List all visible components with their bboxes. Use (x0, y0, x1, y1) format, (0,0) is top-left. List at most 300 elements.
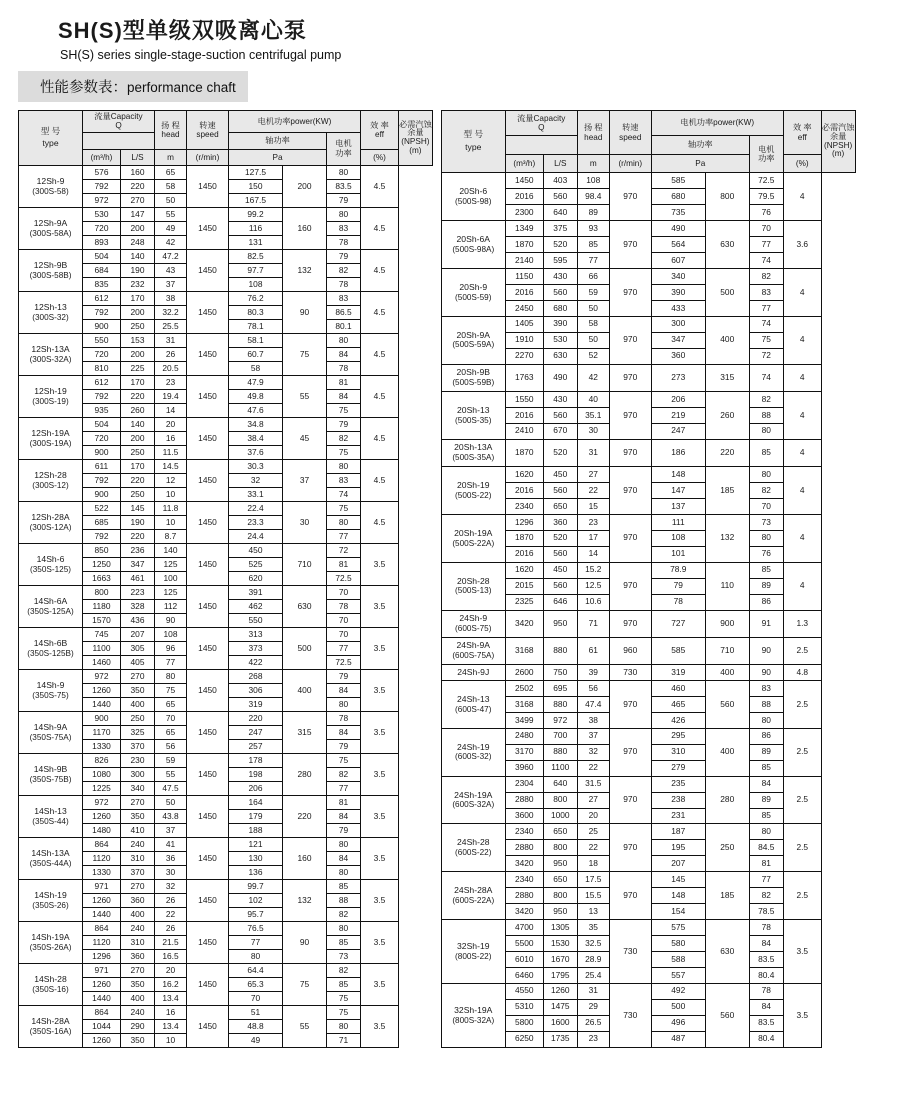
cell-head: 37 (155, 823, 187, 837)
row-type: 20Sh-19 (500S-22) (441, 467, 505, 515)
cell-efficiency: 75 (749, 332, 783, 348)
cell-efficiency: 79 (327, 249, 361, 263)
cell-efficiency: 77 (327, 781, 361, 795)
cell-head: 80 (155, 669, 187, 683)
cell-shaft-power: 147 (651, 483, 705, 499)
cell-npsh: 3.5 (361, 585, 399, 627)
cell-head: 25.5 (155, 319, 187, 333)
cell-npsh: 3.5 (361, 543, 399, 585)
cell-npsh: 4 (783, 562, 821, 610)
cell-speed: 1450 (187, 165, 229, 207)
cell-npsh: 3.5 (361, 711, 399, 753)
cell-speed: 1450 (187, 963, 229, 1005)
cell-capacity-ls: 170 (121, 459, 155, 473)
cell-capacity-ls: 220 (121, 179, 155, 193)
cell-head: 22 (155, 907, 187, 921)
cell-shaft-power: 145 (651, 872, 705, 888)
cell-capacity-ls: 232 (121, 277, 155, 291)
cell-head: 20 (155, 963, 187, 977)
cell-motor-power: 75 (283, 963, 327, 1005)
cell-efficiency: 85 (327, 977, 361, 991)
cell-efficiency: 80 (327, 207, 361, 221)
cell-speed: 1450 (187, 1005, 229, 1047)
cell-shaft-power: 48.8 (229, 1019, 283, 1033)
cell-efficiency: 77 (749, 872, 783, 888)
cell-capacity-ls: 650 (543, 498, 577, 514)
cell-capacity-m3h: 792 (83, 529, 121, 543)
table-row (441, 316, 855, 332)
cell-capacity-ls: 147 (121, 207, 155, 221)
cell-capacity-ls: 290 (121, 1019, 155, 1033)
table-row (441, 920, 855, 936)
table-row (441, 269, 855, 285)
table-row (441, 439, 855, 466)
cell-efficiency: 78 (327, 599, 361, 613)
cell-shaft-power: 433 (651, 300, 705, 316)
row-type: 32Sh-19 (800S-22) (441, 920, 505, 984)
row-type: 24Sh-13 (600S-47) (441, 681, 505, 729)
cell-head: 8.7 (155, 529, 187, 543)
cell-npsh: 2.5 (783, 728, 821, 776)
cell-shaft-power: 111 (651, 514, 705, 530)
cell-capacity-ls: 400 (121, 991, 155, 1005)
cell-efficiency: 85 (749, 439, 783, 466)
cell-head: 19.4 (155, 389, 187, 403)
cell-head: 112 (155, 599, 187, 613)
cell-shaft-power: 137 (651, 498, 705, 514)
cell-head: 37 (577, 728, 609, 744)
cell-shaft-power: 58.1 (229, 333, 283, 347)
cell-shaft-power: 231 (651, 808, 705, 824)
cell-npsh: 3.5 (361, 627, 399, 669)
cell-efficiency: 80 (327, 837, 361, 851)
cell-efficiency: 74 (327, 487, 361, 501)
cell-efficiency: 89 (749, 578, 783, 594)
cell-shaft-power: 313 (229, 627, 283, 641)
cell-efficiency: 88 (749, 696, 783, 712)
cell-efficiency: 85 (749, 562, 783, 578)
cell-capacity-m3h: 1260 (83, 683, 121, 697)
cell-capacity-m3h: 1260 (83, 893, 121, 907)
col-header-shaft-power: 轴功率 (651, 135, 749, 154)
cell-capacity-m3h: 1550 (505, 391, 543, 407)
cell-shaft-power: 198 (229, 767, 283, 781)
cell-head: 15.2 (577, 562, 609, 578)
cell-efficiency: 79 (327, 669, 361, 683)
cell-npsh: 3.5 (361, 879, 399, 921)
cell-efficiency: 78 (749, 920, 783, 936)
cell-shaft-power: 97.7 (229, 263, 283, 277)
cell-efficiency: 79 (327, 193, 361, 207)
cell-head: 75 (155, 683, 187, 697)
row-type: 12Sh-28 (300S-12) (19, 459, 83, 501)
cell-capacity-m3h: 800 (83, 585, 121, 599)
cell-motor-power: 900 (705, 610, 749, 637)
cell-npsh: 4.5 (361, 207, 399, 249)
cell-head: 77 (577, 253, 609, 269)
cell-capacity-m3h: 522 (83, 501, 121, 515)
cell-capacity-m3h: 2304 (505, 776, 543, 792)
cell-head: 65 (155, 165, 187, 179)
cell-speed: 970 (609, 562, 651, 610)
cell-efficiency: 81 (327, 795, 361, 809)
cell-npsh: 3.5 (361, 753, 399, 795)
cell-head: 77 (155, 655, 187, 669)
cell-shaft-power: 247 (651, 423, 705, 439)
cell-motor-power: 55 (283, 1005, 327, 1047)
cell-capacity-m3h: 1570 (83, 613, 121, 627)
cell-efficiency: 84 (327, 683, 361, 697)
cell-efficiency: 75 (327, 991, 361, 1005)
cell-efficiency: 80.4 (749, 967, 783, 983)
cell-capacity-ls: 680 (543, 300, 577, 316)
row-type: 24Sh-19A (600S-32A) (441, 776, 505, 824)
cell-capacity-m3h: 864 (83, 1005, 121, 1019)
cell-efficiency: 78 (749, 983, 783, 999)
cell-capacity-m3h: 2016 (505, 284, 543, 300)
cell-shaft-power: 450 (229, 543, 283, 557)
cell-capacity-m3h: 2270 (505, 348, 543, 364)
col-header-eff: 效 率 eff (783, 111, 821, 155)
row-type: 12Sh-13A (300S-32A) (19, 333, 83, 375)
cell-capacity-ls: 595 (543, 253, 577, 269)
cell-head: 15.5 (577, 888, 609, 904)
cell-head: 41 (155, 837, 187, 851)
cell-efficiency: 75 (327, 403, 361, 417)
cell-npsh: 3.5 (361, 837, 399, 879)
cell-shaft-power: 620 (229, 571, 283, 585)
cell-motor-power: 630 (705, 221, 749, 269)
cell-efficiency: 81 (327, 557, 361, 571)
cell-efficiency: 89 (749, 792, 783, 808)
cell-capacity-ls: 230 (121, 753, 155, 767)
cell-efficiency: 70 (327, 627, 361, 641)
cell-capacity-m3h: 2340 (505, 872, 543, 888)
cell-capacity-m3h: 1349 (505, 221, 543, 237)
cell-capacity-ls: 220 (121, 529, 155, 543)
cell-speed: 1450 (187, 627, 229, 669)
cell-capacity-m3h: 3420 (505, 610, 543, 637)
row-type: 12Sh-28A (300S-12A) (19, 501, 83, 543)
cell-capacity-m3h: 1763 (505, 364, 543, 391)
col-header-type: 型 号 type (441, 111, 505, 173)
cell-capacity-m3h: 3170 (505, 744, 543, 760)
cell-shaft-power: 82.5 (229, 249, 283, 263)
cell-head: 10 (155, 487, 187, 501)
cell-capacity-ls: 400 (121, 907, 155, 921)
cell-shaft-power: 496 (651, 1015, 705, 1031)
cell-capacity-m3h: 3168 (505, 696, 543, 712)
cell-head: 37 (155, 277, 187, 291)
cell-efficiency: 74 (749, 253, 783, 269)
cell-shaft-power: 38.4 (229, 431, 283, 445)
cell-capacity-ls: 520 (543, 530, 577, 546)
cell-head: 20 (155, 417, 187, 431)
table-row (441, 562, 855, 578)
cell-capacity-ls: 360 (121, 949, 155, 963)
col-header-head-unit: m (577, 155, 609, 173)
cell-shaft-power: 347 (651, 332, 705, 348)
cell-capacity-m3h: 6010 (505, 951, 543, 967)
col-header-speed-unit: (r/min) (609, 155, 651, 173)
cell-capacity-m3h: 2015 (505, 578, 543, 594)
cell-npsh: 4 (783, 467, 821, 515)
section-header-tab (18, 71, 248, 102)
cell-shaft-power: 525 (229, 557, 283, 571)
cell-capacity-m3h: 2016 (505, 546, 543, 562)
cell-capacity-ls: 200 (121, 305, 155, 319)
cell-shaft-power: 127.5 (229, 165, 283, 179)
cell-capacity-m3h: 1405 (505, 316, 543, 332)
cell-head: 12 (155, 473, 187, 487)
cell-head: 49 (155, 221, 187, 235)
cell-efficiency: 88 (327, 893, 361, 907)
cell-motor-power: 250 (705, 824, 749, 872)
table-row (19, 501, 433, 515)
cell-head: 56 (577, 681, 609, 697)
cell-capacity-m3h: 5800 (505, 1015, 543, 1031)
cell-capacity-m3h: 1180 (83, 599, 121, 613)
cell-speed: 730 (609, 920, 651, 984)
table-row (441, 610, 855, 637)
cell-efficiency: 74 (749, 364, 783, 391)
cell-capacity-m3h: 1480 (83, 823, 121, 837)
cell-head: 13.4 (155, 991, 187, 1005)
table-row (19, 375, 433, 389)
spec-tables (18, 110, 882, 1048)
cell-head: 21.5 (155, 935, 187, 949)
cell-npsh: 4.8 (783, 665, 821, 681)
cell-head: 39 (577, 665, 609, 681)
cell-capacity-m3h: 900 (83, 711, 121, 725)
table-row (19, 291, 433, 305)
cell-efficiency: 80 (749, 712, 783, 728)
cell-head: 31 (155, 333, 187, 347)
cell-capacity-ls: 1600 (543, 1015, 577, 1031)
cell-head: 125 (155, 585, 187, 599)
cell-shaft-power: 680 (651, 189, 705, 205)
cell-efficiency: 85 (749, 760, 783, 776)
cell-head: 59 (577, 284, 609, 300)
cell-capacity-m3h: 2502 (505, 681, 543, 697)
cell-head: 12.5 (577, 578, 609, 594)
cell-motor-power: 560 (705, 983, 749, 1047)
cell-head: 25 (577, 824, 609, 840)
cell-capacity-ls: 410 (121, 823, 155, 837)
cell-head: 17 (577, 530, 609, 546)
cell-efficiency: 75 (327, 753, 361, 767)
cell-head: 18 (577, 856, 609, 872)
cell-head: 98.4 (577, 189, 609, 205)
cell-speed: 1450 (187, 543, 229, 585)
cell-capacity-ls: 160 (121, 165, 155, 179)
cell-capacity-m3h: 1296 (505, 514, 543, 530)
cell-efficiency: 73 (749, 514, 783, 530)
cell-capacity-m3h: 2340 (505, 498, 543, 514)
row-type: 12Sh-19 (300S-19) (19, 375, 83, 417)
cell-efficiency: 84 (327, 725, 361, 739)
table-row (19, 795, 433, 809)
cell-efficiency: 83 (749, 284, 783, 300)
cell-shaft-power: 108 (651, 530, 705, 546)
cell-efficiency: 80 (749, 824, 783, 840)
cell-capacity-ls: 700 (543, 728, 577, 744)
cell-capacity-m3h: 1100 (83, 641, 121, 655)
cell-motor-power: 90 (283, 921, 327, 963)
cell-capacity-m3h: 810 (83, 361, 121, 375)
cell-efficiency: 79 (327, 823, 361, 837)
cell-capacity-ls: 270 (121, 879, 155, 893)
cell-capacity-ls: 300 (121, 767, 155, 781)
cell-shaft-power: 465 (651, 696, 705, 712)
cell-capacity-m3h: 1120 (83, 935, 121, 949)
cell-capacity-ls: 950 (543, 610, 577, 637)
cell-capacity-ls: 405 (121, 655, 155, 669)
cell-motor-power: 630 (283, 585, 327, 627)
cell-shaft-power: 585 (651, 637, 705, 664)
cell-head: 96 (155, 641, 187, 655)
cell-shaft-power: 220 (229, 711, 283, 725)
cell-efficiency: 82 (327, 263, 361, 277)
cell-efficiency: 76 (749, 546, 783, 562)
cell-efficiency: 78 (327, 361, 361, 375)
cell-shaft-power: 99.7 (229, 879, 283, 893)
cell-shaft-power: 23.3 (229, 515, 283, 529)
cell-head: 36 (155, 851, 187, 865)
cell-head: 70 (155, 711, 187, 725)
cell-capacity-m3h: 2016 (505, 189, 543, 205)
table-row (441, 637, 855, 664)
cell-shaft-power: 426 (651, 712, 705, 728)
cell-head: 56 (155, 739, 187, 753)
cell-motor-power: 315 (283, 711, 327, 753)
cell-capacity-m3h: 550 (83, 333, 121, 347)
cell-shaft-power: 148 (651, 467, 705, 483)
cell-shaft-power: 179 (229, 809, 283, 823)
cell-capacity-ls: 390 (543, 316, 577, 332)
cell-shaft-power: 60.7 (229, 347, 283, 361)
cell-npsh: 4.5 (361, 375, 399, 417)
cell-efficiency: 72.5 (327, 571, 361, 585)
cell-capacity-m3h: 972 (83, 795, 121, 809)
cell-shaft-power: 300 (651, 316, 705, 332)
table-row (19, 333, 433, 347)
cell-efficiency: 84 (749, 936, 783, 952)
cell-shaft-power: 319 (651, 665, 705, 681)
cell-head: 20 (577, 808, 609, 824)
cell-efficiency: 80 (749, 423, 783, 439)
cell-efficiency: 80 (327, 515, 361, 529)
cell-capacity-m3h: 2600 (505, 665, 543, 681)
cell-capacity-m3h: 2340 (505, 824, 543, 840)
cell-motor-power: 280 (705, 776, 749, 824)
cell-speed: 1450 (187, 207, 229, 249)
cell-head: 71 (577, 610, 609, 637)
cell-efficiency: 70 (327, 613, 361, 627)
cell-motor-power: 160 (283, 207, 327, 249)
cell-capacity-ls: 347 (121, 557, 155, 571)
cell-speed: 970 (609, 776, 651, 824)
col-header-capacity-units (83, 132, 155, 149)
row-type: 12Sh-9 (300S-58) (19, 165, 83, 207)
cell-capacity-m3h: 2880 (505, 840, 543, 856)
cell-motor-power: 500 (705, 269, 749, 317)
col-header-head: 扬 程 head (155, 111, 187, 150)
cell-efficiency: 72 (327, 543, 361, 557)
cell-efficiency: 84 (327, 809, 361, 823)
row-type: 14Sh-9 (350S-75) (19, 669, 83, 711)
cell-head: 50 (577, 332, 609, 348)
cell-capacity-m3h: 792 (83, 389, 121, 403)
col-header-head-unit: m (155, 149, 187, 165)
cell-capacity-ls: 1100 (543, 760, 577, 776)
cell-head: 125 (155, 557, 187, 571)
cell-head: 13 (577, 904, 609, 920)
cell-head: 23 (577, 1031, 609, 1047)
cell-speed: 730 (609, 665, 651, 681)
cell-shaft-power: 195 (651, 840, 705, 856)
cell-npsh: 4.5 (361, 501, 399, 543)
cell-head: 47.5 (155, 781, 187, 795)
cell-head: 35 (577, 920, 609, 936)
row-type: 24Sh-28A (600S-22A) (441, 872, 505, 920)
table-row (19, 837, 433, 851)
cell-speed: 1450 (187, 249, 229, 291)
cell-npsh: 3.5 (361, 963, 399, 1005)
cell-motor-power: 400 (705, 728, 749, 776)
cell-capacity-ls: 170 (121, 291, 155, 305)
cell-motor-power: 110 (705, 562, 749, 610)
cell-efficiency: 80 (327, 459, 361, 473)
row-type: 20Sh-9 (500S-59) (441, 269, 505, 317)
cell-capacity-ls: 270 (121, 669, 155, 683)
cell-efficiency: 84 (327, 389, 361, 403)
cell-head: 42 (577, 364, 609, 391)
cell-head: 32 (155, 879, 187, 893)
cell-efficiency: 82 (749, 391, 783, 407)
cell-capacity-ls: 325 (121, 725, 155, 739)
table-row (19, 711, 433, 725)
cell-capacity-m3h: 3600 (505, 808, 543, 824)
cell-shaft-power: 116 (229, 221, 283, 235)
col-header-capacity-m3h: (m³/h) (505, 155, 543, 173)
cell-capacity-m3h: 1330 (83, 739, 121, 753)
cell-capacity-ls: 260 (121, 403, 155, 417)
cell-capacity-ls: 153 (121, 333, 155, 347)
cell-head: 10 (155, 515, 187, 529)
cell-capacity-m3h: 1150 (505, 269, 543, 285)
cell-head: 40 (577, 391, 609, 407)
page-title: SH(S)型单级双吸离心泵 (58, 18, 307, 43)
cell-capacity-m3h: 1450 (505, 173, 543, 189)
cell-head: 28.9 (577, 951, 609, 967)
cell-speed: 970 (609, 467, 651, 515)
cell-capacity-m3h: 504 (83, 249, 121, 263)
cell-efficiency: 75 (327, 1005, 361, 1019)
cell-efficiency: 70 (749, 498, 783, 514)
row-type: 12Sh-13 (300S-32) (19, 291, 83, 333)
cell-shaft-power: 80.3 (229, 305, 283, 319)
col-header-eff-unit: (%) (361, 149, 399, 165)
cell-capacity-m3h: 1663 (83, 571, 121, 585)
row-type: 20Sh-19A (500S-22A) (441, 514, 505, 562)
cell-speed: 970 (609, 728, 651, 776)
cell-capacity-ls: 972 (543, 712, 577, 728)
cell-capacity-ls: 560 (543, 483, 577, 499)
cell-npsh: 4 (783, 173, 821, 221)
cell-capacity-ls: 950 (543, 904, 577, 920)
cell-npsh: 4.5 (361, 417, 399, 459)
